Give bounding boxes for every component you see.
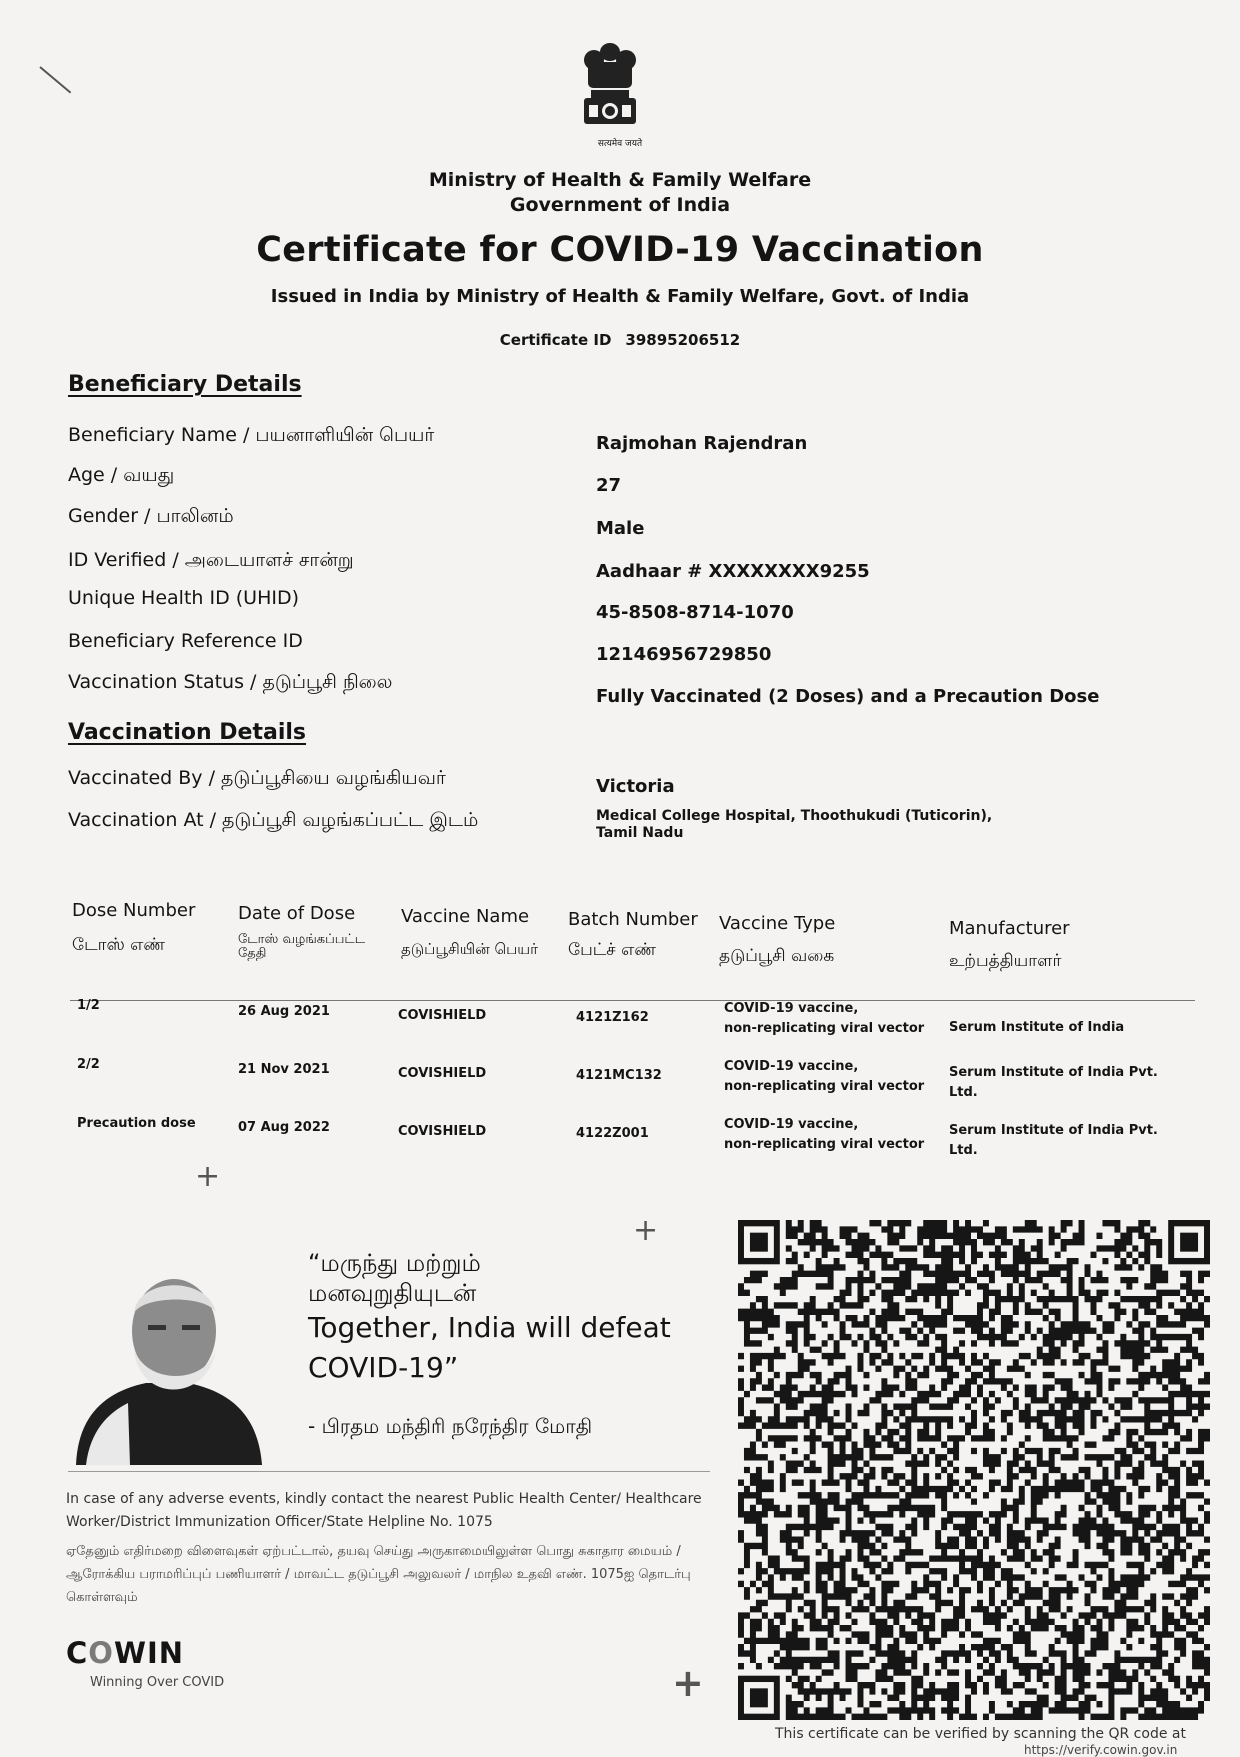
quote-author: - பிரதம மந்திரி நரேந்திர மோதி [308,1414,593,1438]
vaccination-status-value: Fully Vaccinated (2 Doses) and a Precaution Dose [596,686,1100,707]
vaccination-status-label: Vaccination Status / தடுப்பூசி நிலை [68,671,393,693]
divider [68,1471,710,1472]
vaccinated-by-value: Victoria [596,776,675,797]
id-verified-value: Aadhaar # XXXXXXXX9255 [596,561,870,582]
certificate-id-label: Certificate ID [499,331,612,349]
qr-caption: This certificate can be verified by scanning the QR code at [775,1726,1186,1742]
header-batch-number: Batch Number பேட்ச் எண் [568,909,698,960]
gender-value: Male [596,518,645,539]
issued-by: Issued in India by Ministry of Health & Family Welfare, Govt. of India [270,286,970,307]
ministry-heading [0,168,1240,218]
header-vaccine-name: Vaccine Name தடுப்பூசியின் பெயர் [401,906,538,958]
adverse-event-notice: In case of any adverse events, kindly contact the nearest Public Health Center/ Healthcare Worker/District Immunization Officer/State Helpline No. 1075 [66,1491,702,1530]
reference-id-label: Beneficiary Reference ID [68,630,303,652]
vaccinated-by-label: Vaccinated By / தடுப்பூசியை வழங்கியவர் [68,767,446,789]
gender-label: Gender / பாலினம் [68,505,234,527]
certificate-title: Certificate for COVID-19 Vaccination [256,230,984,270]
header-manufacturer: Manufacturer உற்பத்தியாளர் [949,918,1070,971]
age-label: Age / வயது [68,464,175,486]
crosshair-icon: + [672,1661,704,1705]
header-dose-number: Dose Number டோஸ் எண் [72,900,196,955]
scan-mark [39,66,71,93]
table-divider [70,1000,1195,1001]
emblem-motto: सत्यमेव जयते [597,139,643,149]
national-emblem-icon [574,38,646,148]
ministry-line-2: Government of India [509,194,731,216]
cowin-tagline: Winning Over COVID [90,1675,225,1690]
vaccination-at-label: Vaccination At / தடுப்பூசி வழங்கப்பட்ட இடம் [68,809,479,831]
reference-id-value: 12146956729850 [596,644,772,665]
id-verified-label: ID Verified / அடையாளச் சான்று [68,549,354,571]
vaccination-at-value: Medical College Hospital, Thoothukudi (Tuticorin), Tamil Nadu [596,808,993,841]
age-value: 27 [596,475,622,496]
portrait-image [68,1263,264,1465]
header-vaccine-type: Vaccine Type தடுப்பூசி வகை [719,913,836,966]
qr-url: https://verify.cowin.gov.in [1024,1743,1178,1757]
uhid-label: Unique Health ID (UHID) [68,587,300,609]
cowin-logo: COWIN [66,1636,185,1670]
beneficiary-section-title: Beneficiary Details [68,372,302,397]
adverse-event-notice-tamil: ஏதேனும் எதிர்மறை விளைவுகள் ஏற்பட்டால், தயவு செய்து அருகாமையிலுள்ள பொது சுகாதார மையம் / ஆரோக்கிய பராமரிப்புப் பணியாளர் / மாவட்ட தடுப்பூசி அலுவலர் / மாநில உதவி எண். 1075ஐ தொடர்பு கொள்ளவும் [66,1544,691,1605]
quote: “மருந்து மற்றும் மனவுறுதியுடன் Together, India will defeat COVID-19” [308,1249,671,1384]
crosshair-icon: + [195,1159,221,1194]
beneficiary-name-label: Beneficiary Name / பயனாளியின் பெயர் [68,424,435,446]
certificate-id-value: 39895206512 [625,331,741,349]
uhid-value: 45-8508-8714-1070 [596,602,794,623]
qr-code [738,1220,1210,1720]
beneficiary-name-value: Rajmohan Rajendran [596,433,808,454]
certificate-id [0,331,1240,349]
ministry-line-1: Ministry of Health & Family Welfare [428,169,812,191]
vaccination-section-title: Vaccination Details [68,720,307,745]
crosshair-icon: + [633,1213,659,1248]
header-date-of-dose: Date of Dose டோஸ் வழங்கப்பட்ட தேதி [238,903,366,961]
